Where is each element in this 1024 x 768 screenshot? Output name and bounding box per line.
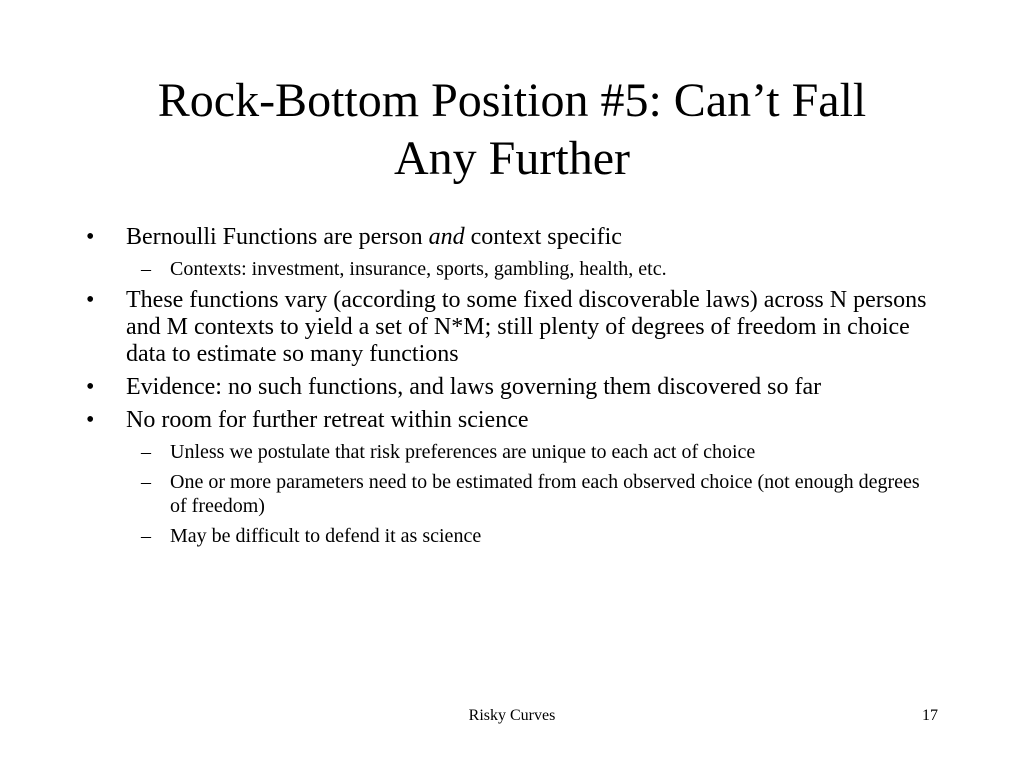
sub-bullet-marker: – <box>141 441 151 463</box>
sub-bullet-item <box>86 440 936 464</box>
slide-title-line-2: Any Further <box>394 132 630 185</box>
sub-bullet-item <box>86 257 936 281</box>
slide-title <box>60 72 964 188</box>
sub-bullet-marker: – <box>141 525 151 547</box>
bullet-marker: • <box>86 374 95 400</box>
bullet-item <box>86 287 936 368</box>
sub-bullet-item <box>86 470 936 518</box>
bullet-marker: • <box>86 287 95 313</box>
bullet-text: These functions vary (according to some fixed discoverable laws) across N persons and M contexts to yield a set of N*M; still plenty of degrees of freedom in choice data to estimate so many functions <box>126 287 927 367</box>
page-number: 17 <box>922 707 938 724</box>
bullet-item <box>86 224 936 251</box>
bullet-marker: • <box>86 224 95 250</box>
sub-bullet-text: One or more parameters need to be estimated from each observed choice (not enough degrees of freedom) <box>170 471 920 517</box>
sub-bullet-text: Unless we postulate that risk preferences are unique to each act of choice <box>170 441 756 463</box>
sub-bullet-item <box>86 524 936 548</box>
bullet-item <box>86 374 936 401</box>
bullet-text <box>126 224 622 250</box>
bullet-text-part: context specific <box>464 224 622 250</box>
sub-bullet-marker: – <box>141 471 151 493</box>
sub-bullet-text: May be difficult to defend it as science <box>170 525 482 547</box>
footer-title: Risky Curves <box>468 707 556 724</box>
bullet-marker: • <box>86 407 95 433</box>
bullet-text-part: Bernoulli Functions are person <box>126 224 429 250</box>
bullet-emphasis: and <box>428 224 465 250</box>
bullet-text: Evidence: no such functions, and laws governing them discovered so far <box>126 374 822 400</box>
sub-bullet-text: Contexts: investment, insurance, sports, gambling, health, etc. <box>170 258 667 280</box>
bullet-text: No room for further retreat within science <box>126 407 529 433</box>
slide-title-line-1: Rock-Bottom Position #5: Can’t Fall <box>157 74 867 127</box>
slide-body <box>86 224 936 554</box>
sub-bullet-marker: – <box>141 258 151 280</box>
bullet-item <box>86 407 936 434</box>
